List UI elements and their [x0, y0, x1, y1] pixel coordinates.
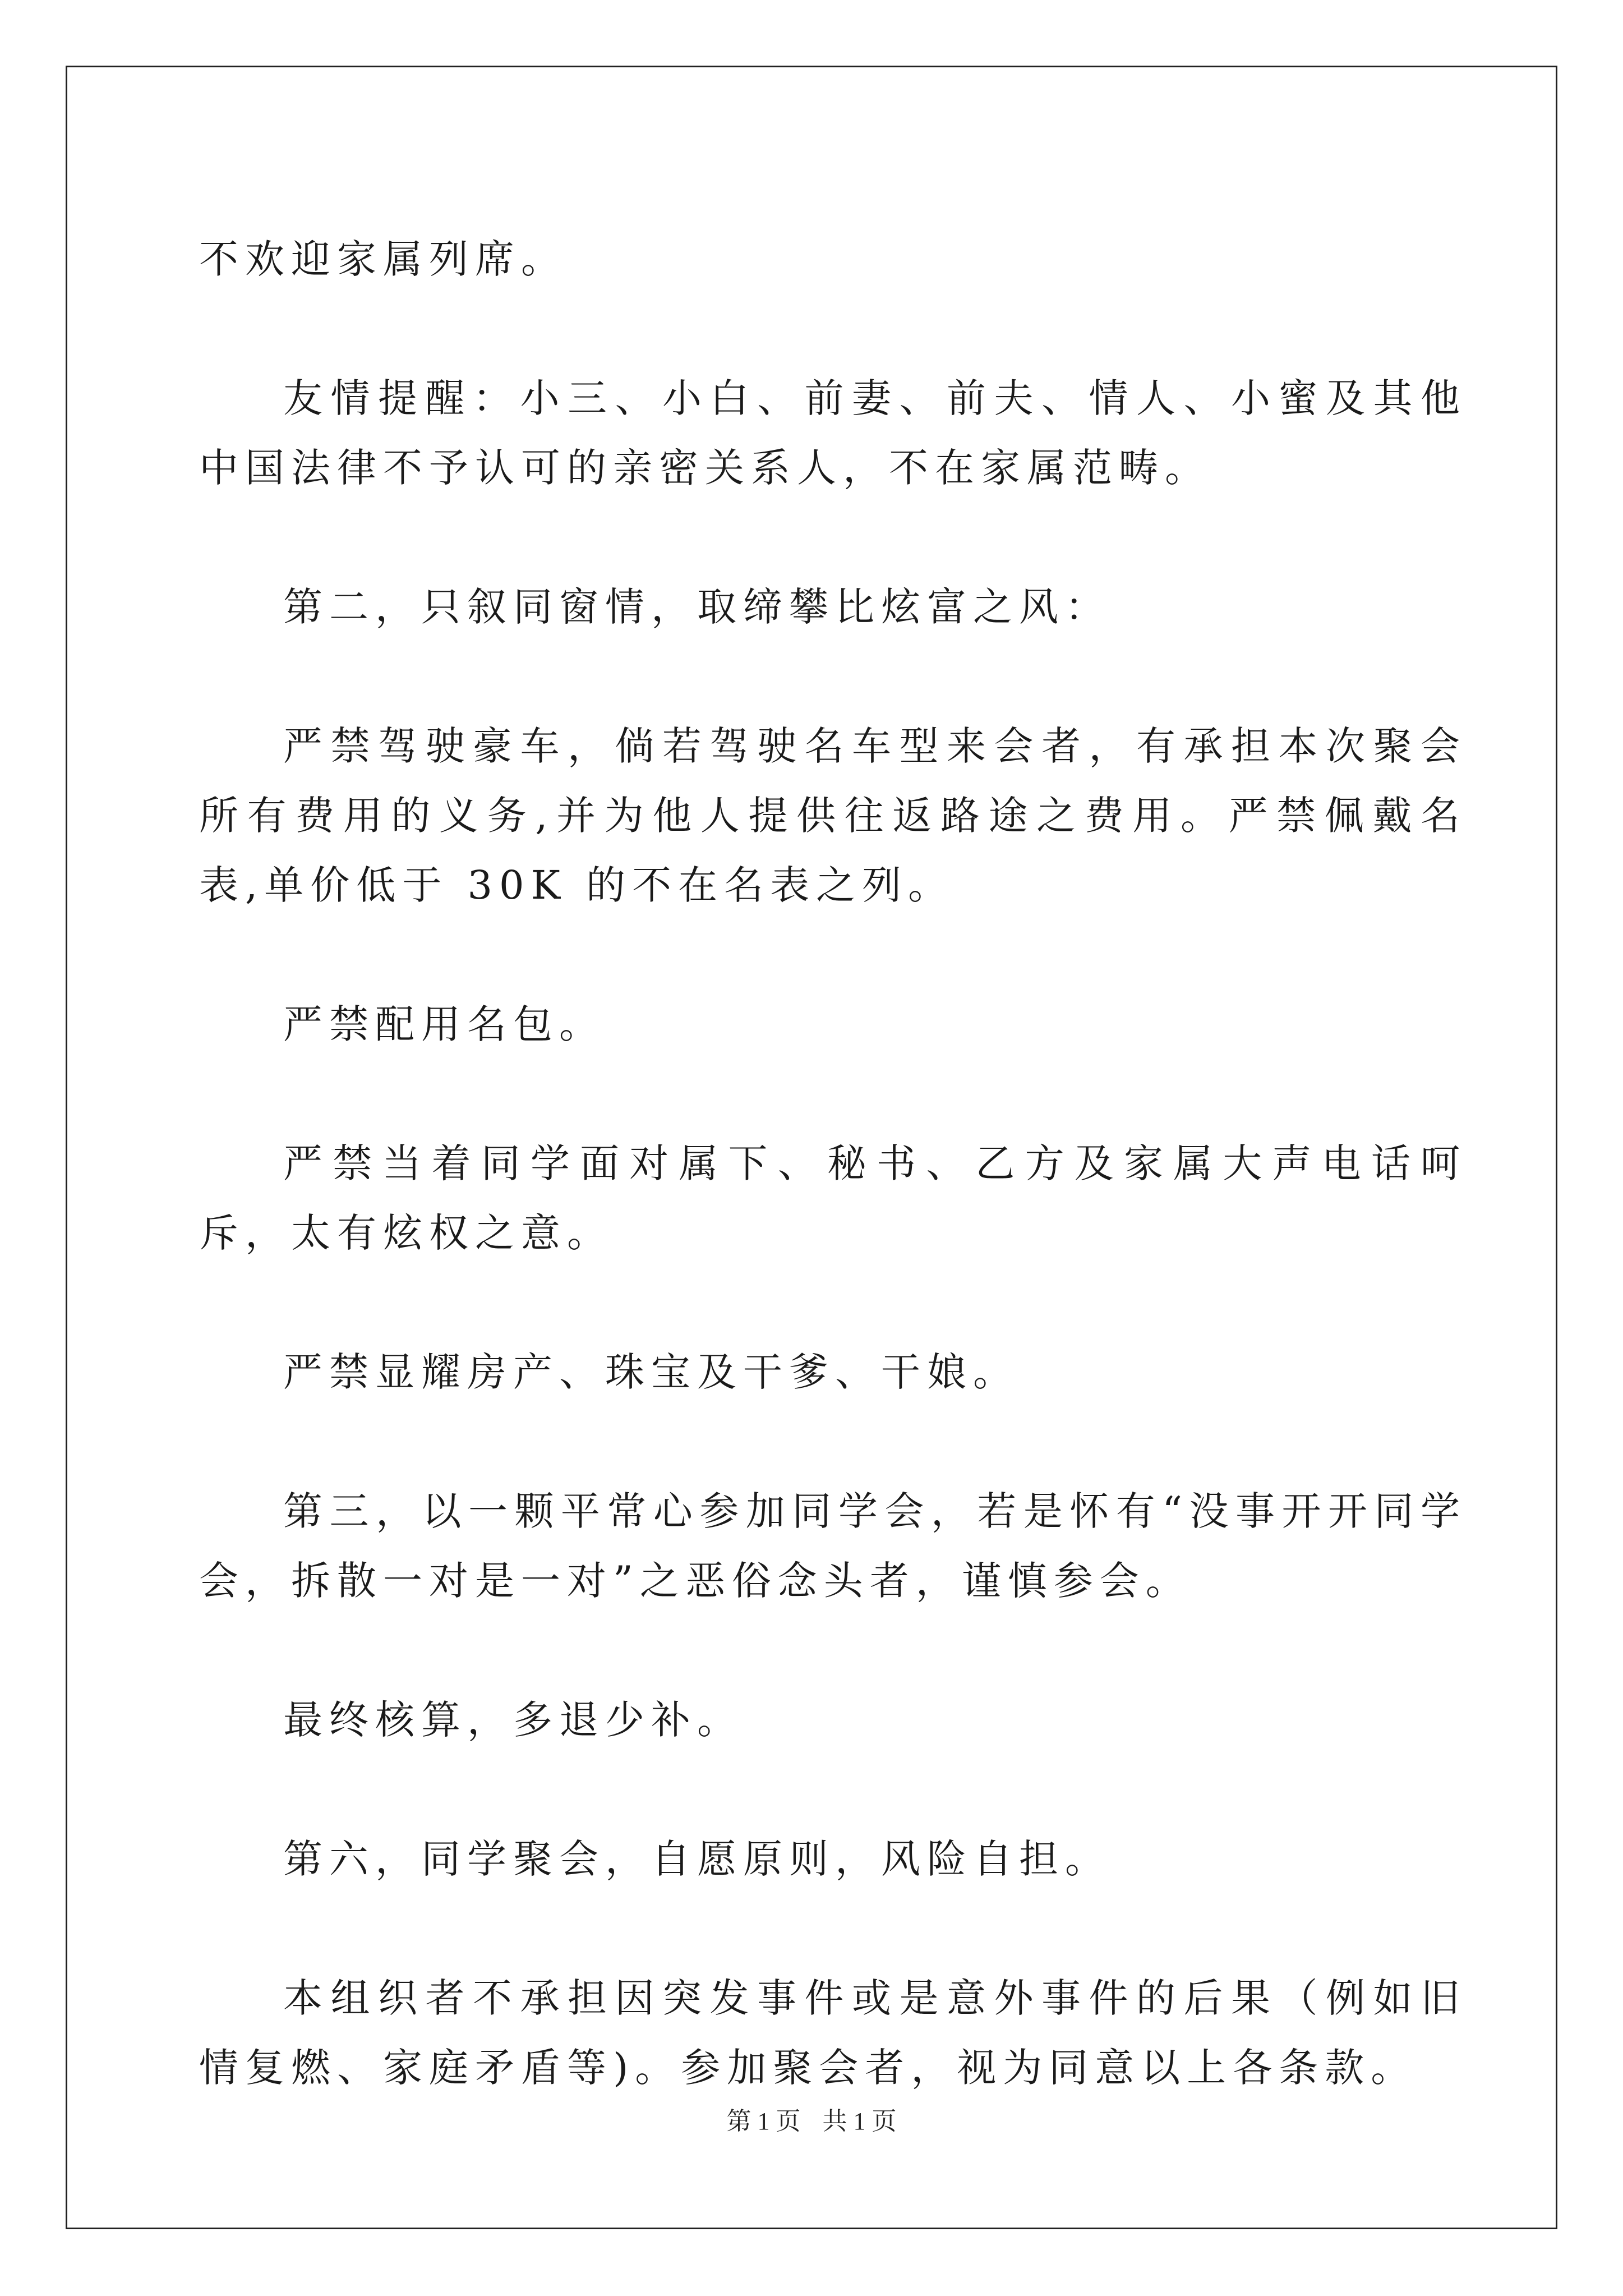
paragraph-11: 本组织者不承担因突发事件或是意外事件的后果（例如旧情复燃、家庭矛盾等)。参加聚会者，视为同意以上各条款。 [199, 1975, 1467, 2091]
paragraph-2: 友情提醒：小三、小白、前妻、前夫、情人、小蜜及其他中国法律不予认可的亲密关系人，不在家属范畴。 [199, 375, 1467, 491]
paragraph-10: 第六，同学聚会，自愿原则，风险自担。 [283, 1836, 1111, 1882]
paragraph-1: 不欢迎家属列席。 [199, 236, 567, 282]
paragraph-7: 严禁显耀房产、珠宝及干爹、干娘。 [283, 1349, 1019, 1395]
page-number: 第 1 页 [726, 2108, 801, 2135]
paragraph-4: 严禁驾驶豪车，倘若驾驶名车型来会者，有承担本次聚会所有费用的义务,并为他人提供往返路途之费用。严禁佩戴名表,单价低于 30K 的不在名表之列。 [199, 723, 1467, 908]
paragraph-8: 第三，以一颗平常心参加同学会，若是怀有“没事开开同学会，拆散一对是一对”之恶俗念头者，谨慎参会。 [199, 1488, 1467, 1604]
paragraph-3: 第二，只叙同窗情，取缔攀比炫富之风： [283, 584, 1111, 630]
page-footer [0, 2101, 1623, 2137]
paragraph-9: 最终核算，多退少补。 [283, 1697, 743, 1743]
document-body [199, 224, 1467, 2102]
paragraph-5: 严禁配用名包。 [283, 1001, 605, 1047]
page-total: 共 1 页 [822, 2108, 897, 2135]
paragraph-6: 严禁当着同学面对属下、秘书、乙方及家属大声电话呵斥，太有炫权之意。 [199, 1140, 1467, 1256]
